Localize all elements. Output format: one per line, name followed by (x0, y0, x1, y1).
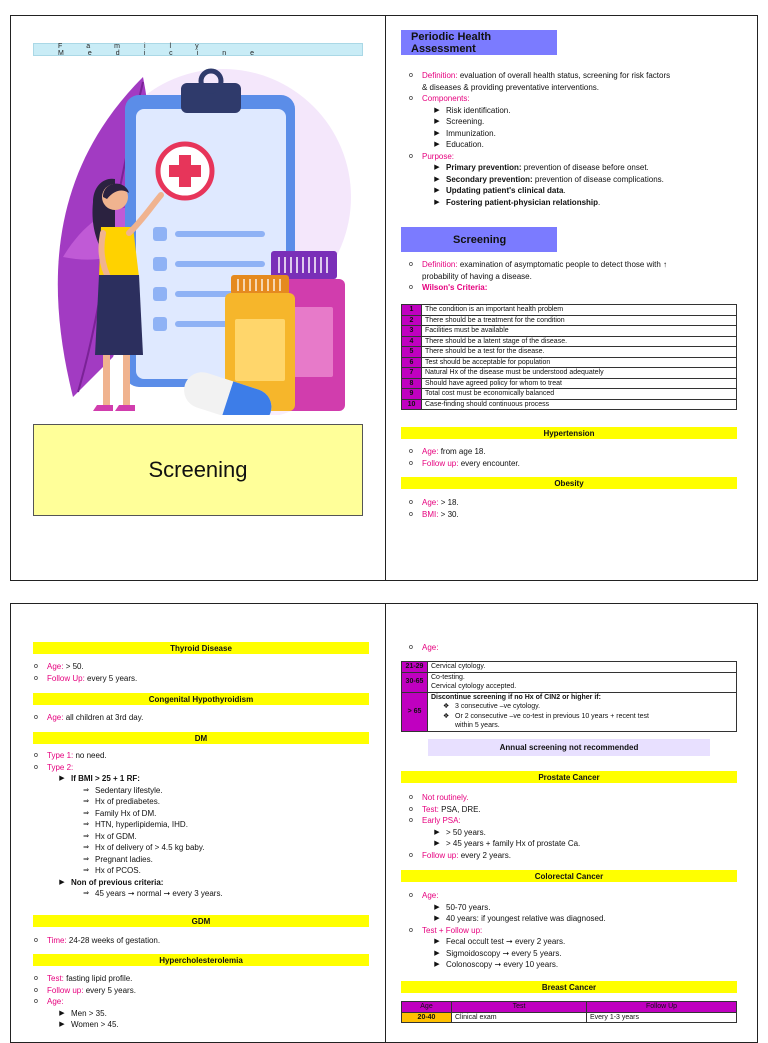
hypertension-header: Hypertension (401, 427, 737, 439)
screening-definition-line2: probability of having a disease. (422, 271, 532, 281)
criterion-text: There should be a treatment for the condition (422, 315, 737, 326)
diamond-bullet-icon: ❖ (443, 712, 450, 720)
purpose-text: prevention of disease complications. (532, 174, 664, 184)
bullet-icon: o (409, 794, 413, 801)
triangle-bullet-icon: ▶ (434, 949, 440, 957)
bullet-icon: o (409, 459, 413, 467)
bullet-icon: o (34, 986, 38, 994)
cervical-text-line: Co-testing. (431, 673, 465, 681)
breast-header: Breast Cancer (401, 981, 737, 993)
criterion-number: 4 (402, 336, 422, 347)
col-header-follow: Follow Up (587, 1002, 737, 1013)
criterion-number: 5 (402, 347, 422, 358)
dm-rf-item: Hx of GDM. (95, 831, 137, 841)
purpose-bold: Updating patient's clinical data (446, 186, 564, 195)
screening-header: Screening (401, 227, 557, 252)
bullet-icon: o (409, 851, 413, 859)
dm-rf-item: Family Hx of DM. (95, 808, 157, 818)
dm-rf-item: Sedentary lifestyle. (95, 785, 163, 795)
hyperchol-header: Hypercholesterolemia (33, 954, 369, 966)
dm-rf-item: HTN, hyperlipidemia, IHD. (95, 820, 188, 829)
bullet-icon: o (34, 663, 38, 670)
criterion-text: There should be a test for the disease. (422, 347, 737, 358)
obesity-bmi: > 30. (438, 509, 459, 519)
component-item: Screening. (446, 117, 485, 126)
hyperchol-test-label: Test: (47, 974, 64, 983)
colorectal-test-item: Sigmoidoscopy ➞ every 5 years. (446, 948, 562, 958)
component-item: Risk identification. (446, 105, 511, 115)
criterion-text: Test should be acceptable for population (422, 357, 737, 368)
table-row (402, 347, 737, 358)
criterion-text: There should be a latent stage of the disease. (422, 336, 737, 347)
colorectal-test-item: Colonoscopy ➞ every 10 years. (446, 960, 559, 969)
prostate-early-item: > 45 years + family Hx of prostate Ca. (446, 839, 581, 848)
table-row (402, 389, 737, 400)
bullet-icon: o (409, 926, 413, 934)
criterion-number: 6 (402, 357, 422, 368)
pha-components-label: Components: (422, 94, 470, 103)
component-item: Immunization. (446, 128, 496, 138)
cervical-text-line: Discontinue screening if no Hx of CIN2 or higher if: (431, 693, 601, 701)
bullet-icon: o (34, 752, 38, 759)
prostate-follow: every 2 years. (458, 850, 511, 860)
congenital-age-label: Age: (47, 713, 64, 722)
dm-rf-item: Hx of delivery of > 4.5 kg baby. (95, 843, 205, 852)
col-header-test: Test (452, 1002, 587, 1013)
colorectal-header: Colorectal Cancer (401, 870, 737, 882)
table-row (402, 315, 737, 326)
purpose-bold: Secondary prevention: (446, 174, 533, 184)
bullet-icon: o (34, 763, 38, 771)
prostate-early-item: > 50 years. (446, 827, 486, 837)
table-row (402, 326, 737, 337)
arrow-bullet-icon: ⇒ (83, 855, 89, 863)
table-row (402, 662, 737, 673)
table-row (402, 357, 737, 368)
thyroid-follow-label: Follow Up: (47, 673, 85, 683)
hyperchol-age-item: Women > 45. (71, 1020, 119, 1029)
bullet-icon: o (409, 510, 413, 518)
dm-rf-item: Hx of prediabetes. (95, 797, 160, 806)
dm-type2-label: Type 2: (47, 762, 74, 772)
criterion-number: 1 (402, 305, 422, 316)
thyroid-follow: every 5 years. (84, 673, 138, 683)
diamond-bullet-icon: ❖ (443, 703, 450, 710)
bullet-icon: o (409, 95, 413, 102)
bullet-icon: o (409, 499, 413, 506)
wilson-label: Wilson's Criteria: (422, 283, 488, 292)
gdm-time-label: Time: (47, 936, 67, 945)
right-column (385, 604, 759, 1042)
purpose-text: . (598, 197, 601, 207)
breast-age-cell: 20-40 (402, 1012, 452, 1023)
obesity-bmi-label: BMI: (422, 509, 439, 519)
family-medicine-strip: Family Medicine (33, 43, 363, 56)
triangle-bullet-icon: ▶ (434, 828, 440, 836)
purpose-text: prevention of disease before onset. (521, 163, 649, 172)
dm-rf-item: Hx of PCOS. (95, 866, 141, 875)
arrow-bullet-icon: ⇒ (83, 844, 89, 851)
table-row (402, 692, 737, 731)
cervical-sub-item: within 5 years. (455, 722, 500, 729)
prostate-test: PSA, DRE. (438, 804, 481, 814)
hyperchol-age-label: Age: (47, 997, 64, 1006)
pha-definition-text: evaluation of overall health status, screening for risk factors (459, 71, 671, 80)
table-row (402, 336, 737, 347)
congenital-list (25, 712, 375, 724)
hyperchol-follow-label: Follow up: (47, 985, 84, 995)
triangle-bullet-icon: ▶ (434, 915, 440, 922)
criterion-text: Natural Hx of the disease must be understood adequately (422, 368, 737, 379)
cover-column (11, 16, 385, 580)
cervical-text-cell (428, 672, 737, 692)
criterion-number: 7 (402, 368, 422, 379)
triangle-bullet-icon: ▶ (434, 118, 440, 125)
screening-definition-text: examination of asymptomatic people to detect those with ↑ (459, 260, 668, 269)
triangle-bullet-icon: ▶ (434, 938, 440, 945)
dm-header: DM (33, 732, 369, 744)
table-row (402, 378, 737, 389)
htn-follow: every encounter. (458, 458, 520, 468)
bullet-icon: o (409, 152, 413, 160)
table-header-row (402, 1002, 737, 1013)
prostate-follow-label: Follow up: (422, 850, 459, 860)
pha-definition-label: Definition: (422, 71, 458, 80)
cervical-age-cell: > 65 (402, 692, 428, 731)
triangle-bullet-icon: ▶ (434, 840, 440, 847)
table-row (402, 305, 737, 316)
bullet-icon: o (34, 937, 38, 944)
dm-non-previous-rule: 45 years ➞ normal ➞ every 3 years. (95, 889, 223, 898)
annual-note: Annual screening not recommended (428, 739, 710, 756)
hyperchol-follow: every 5 years. (83, 985, 136, 995)
criterion-number: 2 (402, 315, 422, 326)
breast-table (401, 1001, 737, 1023)
component-item: Education. (446, 140, 484, 149)
cervical-table (401, 661, 737, 732)
screening-definition-label: Definition: (422, 260, 458, 269)
table-row (402, 368, 737, 379)
cervical-sub-item: Or 2 consecutive –ve co-test in previous 10 years + recent test (455, 712, 649, 720)
criterion-number: 10 (402, 399, 422, 410)
dm-type1: no need. (73, 751, 107, 760)
criterion-text: Case-finding should continuous process (422, 399, 737, 410)
prostate-early-label: Early PSA: (422, 816, 461, 825)
bullet-icon: o (34, 674, 38, 682)
congenital-age: all children at 3rd day. (63, 713, 144, 722)
colorectal-age-item: 50-70 years. (446, 902, 491, 912)
col-header-age: Age (402, 1002, 452, 1013)
prostate-header: Prostate Cancer (401, 771, 737, 783)
criterion-number: 8 (402, 378, 422, 389)
criterion-number: 3 (402, 326, 422, 337)
bullet-icon: o (409, 448, 413, 455)
thyroid-header: Thyroid Disease (33, 642, 369, 654)
arrow-bullet-icon: ⇒ (83, 809, 89, 817)
dm-rf-item: Pregnant ladies. (95, 854, 153, 864)
prostate-list (400, 792, 750, 861)
obesity-header: Obesity (401, 477, 737, 489)
cervical-text-cell: Cervical cytology. (428, 662, 737, 673)
gdm-list (25, 935, 375, 947)
triangle-bullet-icon: ▶ (59, 878, 65, 886)
screening-list (400, 259, 750, 294)
thyroid-age-label: Age: (47, 662, 64, 671)
cervical-age-cell: 21-29 (402, 662, 428, 673)
arrow-bullet-icon: ⇒ (83, 867, 89, 874)
purpose-bold: Primary prevention: (446, 163, 522, 172)
triangle-bullet-icon: ▶ (434, 106, 440, 114)
obesity-age-label: Age: (422, 498, 439, 507)
pha-column (385, 16, 759, 580)
page-2 (10, 603, 758, 1043)
colorectal-test-label: Test + Follow up: (422, 925, 483, 935)
arrow-bullet-icon: ⇒ (83, 798, 89, 805)
arrow-bullet-icon: ⇒ (83, 821, 89, 828)
triangle-bullet-icon: ▶ (434, 141, 440, 148)
criterion-number: 9 (402, 389, 422, 400)
bullet-icon: o (34, 998, 38, 1005)
purpose-text: . (563, 186, 566, 195)
triangle-bullet-icon: ▶ (59, 1021, 65, 1028)
bullet-icon: o (409, 817, 413, 824)
htn-age-label: Age: (422, 447, 439, 456)
pha-definition-line2: & diseases & providing preventative interventions. (422, 82, 599, 92)
bullet-icon: o (409, 892, 413, 899)
arrow-bullet-icon: ⇒ (83, 786, 89, 794)
htn-follow-label: Follow up: (422, 458, 459, 468)
triangle-bullet-icon: ▶ (434, 903, 440, 911)
triangle-bullet-icon: ▶ (434, 164, 440, 171)
criterion-text: Facilities must be available (422, 326, 737, 337)
triangle-bullet-icon: ▶ (434, 187, 440, 194)
arrow-bullet-icon: ⇒ (83, 832, 89, 840)
cervical-sub-item: 3 consecutive –ve cytology. (455, 703, 541, 710)
dm-list (25, 750, 375, 900)
bullet-icon: o (34, 975, 38, 982)
purpose-bold: Fostering patient-physician relationship (446, 197, 599, 207)
bullet-icon: o (409, 72, 413, 79)
breast-test-cell: Clinical exam (452, 1012, 587, 1023)
triangle-bullet-icon: ▶ (434, 198, 440, 206)
prostate-test-label: Test: (422, 804, 439, 814)
obesity-list (400, 497, 750, 520)
bullet-icon: o (409, 644, 413, 651)
gdm-header: GDM (33, 915, 369, 927)
pha-list (400, 70, 750, 208)
gdm-time: 24-28 weeks of gestation. (66, 936, 161, 945)
triangle-bullet-icon: ▶ (59, 1009, 65, 1017)
criterion-text: Total cost must be economically balanced (422, 389, 737, 400)
bullet-icon: o (34, 714, 38, 721)
table-row (402, 672, 737, 692)
criterion-text: The condition is an important health problem (422, 305, 737, 316)
triangle-bullet-icon: ▶ (434, 129, 440, 137)
table-row (402, 1012, 737, 1023)
arrow-bullet-icon: ⇒ (83, 890, 89, 897)
colorectal-test-item: Fecal occult test ➞ every 2 years. (446, 937, 566, 946)
congenital-header: Congenital Hypothyroidism (33, 693, 369, 705)
wilson-criteria-table (401, 304, 737, 410)
left-column (11, 604, 385, 1042)
bullet-icon: o (409, 284, 413, 291)
colorectal-list (400, 890, 750, 971)
criterion-text: Should have agreed policy for whom to treat (422, 378, 737, 389)
colorectal-age-label: Age: (422, 891, 439, 900)
dm-if-bmi: If BMI > 25 + 1 RF: (71, 774, 140, 783)
screening-title: Screening (33, 424, 363, 516)
colorectal-age-item: 40 years: if youngest relative was diagnosed. (446, 914, 606, 923)
cervical-age-label: Age: (422, 643, 439, 652)
breast-follow-cell: Every 1-3 years (587, 1012, 737, 1023)
hyperchol-list (25, 973, 375, 1031)
thyroid-age: > 50. (63, 662, 84, 671)
prostate-not-routinely: Not routinely. (422, 793, 469, 802)
bullet-icon: o (409, 805, 413, 813)
hypertension-list (400, 446, 750, 469)
hyperchol-age-item: Men > 35. (71, 1008, 107, 1018)
dm-non-previous: Non of previous criteria: (71, 877, 164, 887)
table-row (402, 399, 737, 410)
pha-purpose-label: Purpose: (422, 151, 455, 161)
thyroid-list (25, 661, 375, 684)
cervical-text-line: Cervical cytology accepted. (431, 683, 517, 690)
pha-header: Periodic Health Assessment (401, 30, 557, 55)
triangle-bullet-icon: ▶ (434, 175, 440, 183)
cervical-age-cell: 30-65 (402, 672, 428, 692)
clipboard-illustration (33, 57, 363, 415)
bullet-icon: o (409, 261, 413, 268)
dm-type1-label: Type 1: (47, 751, 74, 760)
htn-age: from age 18. (438, 447, 486, 456)
triangle-bullet-icon: ▶ (59, 775, 65, 782)
page-1 (10, 15, 758, 581)
hyperchol-test: fasting lipid profile. (63, 974, 133, 983)
triangle-bullet-icon: ▶ (434, 961, 440, 968)
obesity-age: > 18. (438, 498, 459, 507)
cervical-age (400, 642, 750, 654)
cervical-text-cell (428, 692, 737, 731)
